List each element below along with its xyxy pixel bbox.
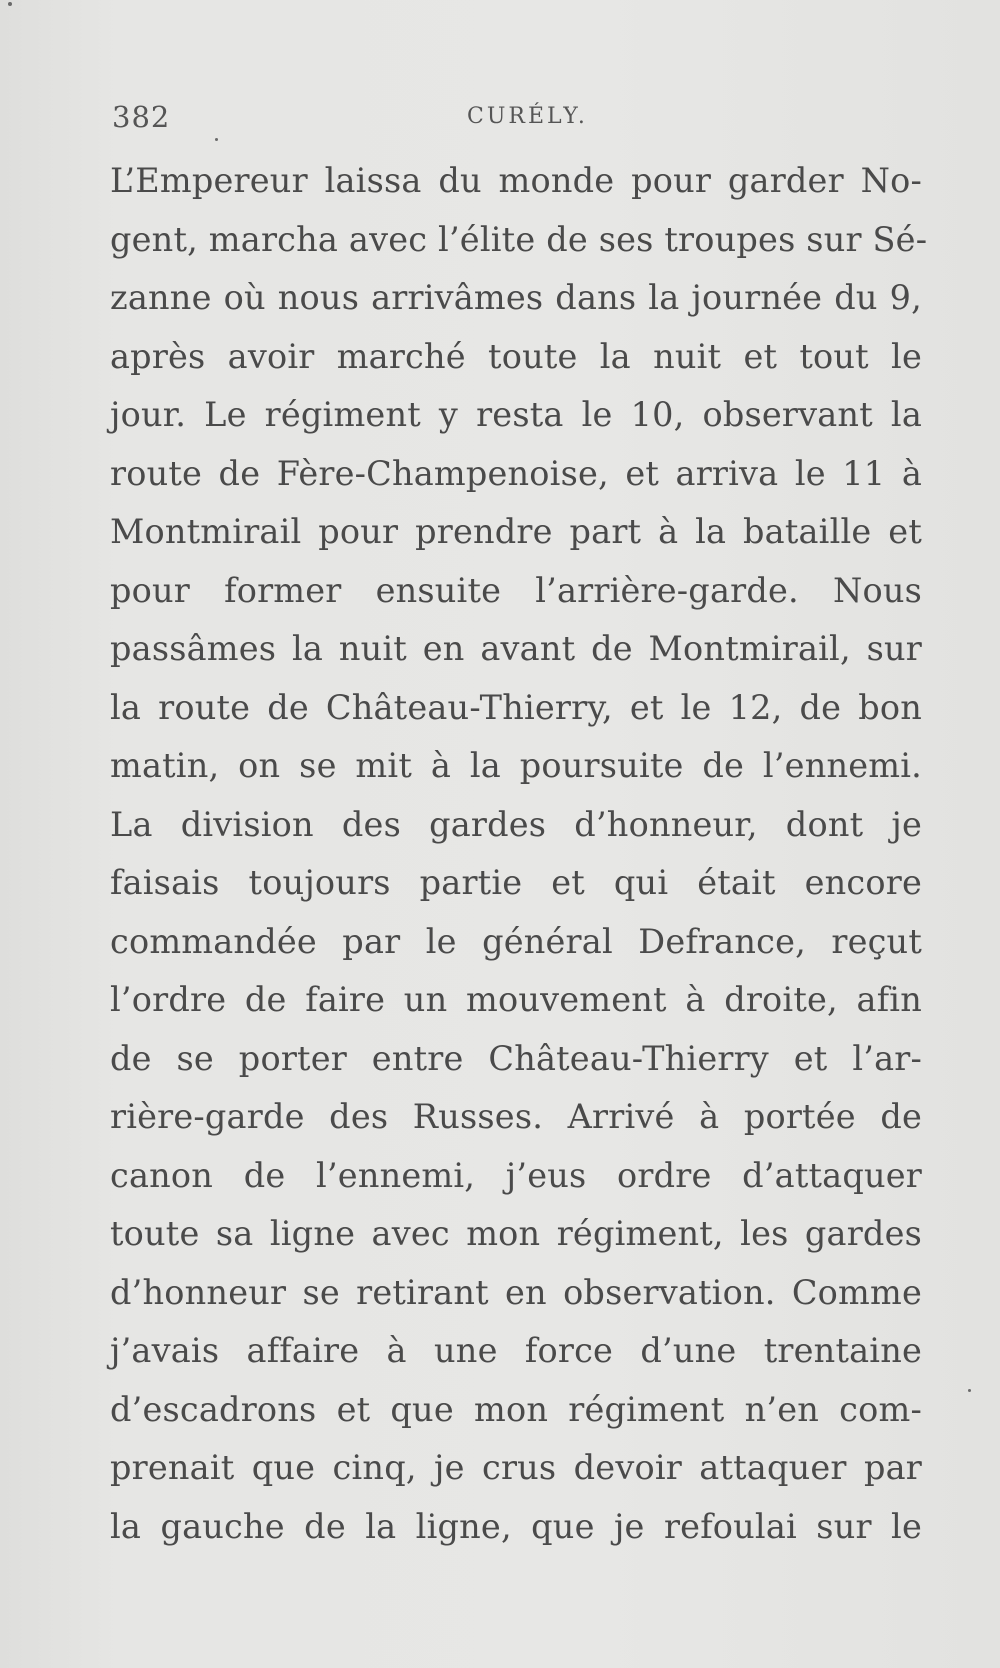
text-line: après avoir marché toute la nuit et tout le — [110, 336, 922, 376]
text-line: Montmirail pour prendre part à la bataille et — [110, 512, 922, 551]
paper-speck — [968, 1389, 971, 1392]
text-line: d’honneur se retirant en observation. Comme — [110, 1272, 922, 1312]
text-line: pour former ensuite l’arrière-garde. Nous — [110, 570, 922, 610]
text-line: zanne où nous arrivâmes dans la journée du 9, — [110, 278, 922, 317]
text-line: matin, on se mit à la poursuite de l’ennemi. — [110, 746, 922, 785]
text-line: commandée par le général Defrance, reçut — [110, 921, 922, 961]
text-line: passâmes la nuit en avant de Montmirail, sur — [110, 629, 922, 668]
running-head: CURÉLY. — [467, 104, 588, 129]
text-line: d’escadrons et que mon régiment n’en com- — [110, 1389, 922, 1429]
paper-speck — [8, 2, 12, 6]
page-number: 382 — [112, 100, 171, 134]
text-line: j’avais affaire à une force d’une trentaine — [110, 1331, 922, 1370]
text-line: rière-garde des Russes. Arrivé à portée de — [110, 1097, 922, 1136]
text-line: gent, marcha avec l’élite de ses troupes sur Sé- — [110, 219, 928, 259]
text-line: jour. Le régiment y resta le 10, observant la — [110, 395, 922, 434]
text-line: La division des gardes d’honneur, dont je — [110, 804, 922, 844]
text-line: la gauche de la ligne, que je refoulai sur le — [110, 1506, 922, 1546]
text-line: la route de Château-Thierry, et le 12, de bon — [110, 687, 922, 727]
text-line: l’ordre de faire un mouvement à droite, afin — [110, 980, 922, 1019]
text-line: toute sa ligne avec mon régiment, les gardes — [110, 1214, 922, 1253]
text-line: canon de l’ennemi, j’eus ordre d’attaquer — [110, 1155, 922, 1195]
text-line: prenait que cinq, je crus devoir attaquer par — [110, 1448, 922, 1487]
text-line: route de Fère-Champenoise, et arriva le 11 à — [110, 453, 922, 493]
page-header — [112, 100, 924, 140]
text-line: de se porter entre Château-Thierry et l’ar- — [110, 1038, 922, 1078]
body-text — [110, 152, 928, 1556]
text-line: faisais toujours partie et qui était encore — [110, 863, 922, 902]
text-line: L’Empereur laissa du monde pour garder No- — [110, 161, 922, 200]
